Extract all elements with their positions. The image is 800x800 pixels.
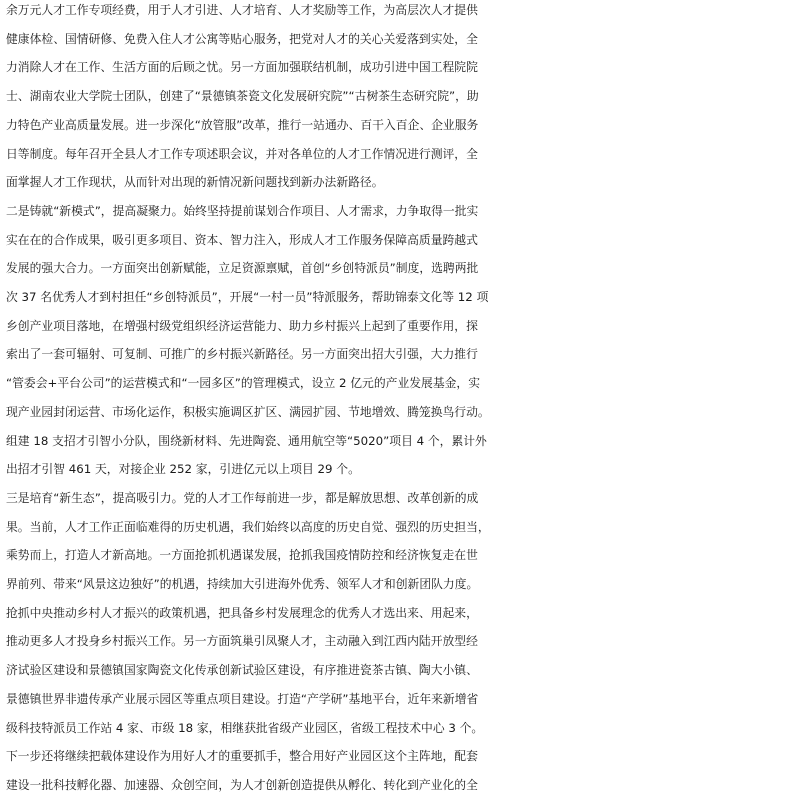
text-line: 日等制度。每年召开全县人才工作专项述职会议，并对各单位的人才工作情况进行测评，全 <box>6 146 478 161</box>
text-line: 余万元人才工作专项经费，用于人才引进、人才培育、人才奖励等工作，为高层次人才提供 <box>6 3 478 17</box>
text-line: 组建 18 支招才引智小分队，围绕新材料、先进陶瓷、通用航空等“5020”项目 4 个，累计外 <box>6 433 487 448</box>
text-line: “管委会+平台公司”的运营模式和“一园多区”的管理模式，设立 2 亿元的产业发展基金，实 <box>6 376 481 391</box>
text-line: 济试验区建设和景德镇国家陶瓷文化传承创新试验区建设，有序推进瓷茶古镇、陶大小镇、 <box>6 663 478 678</box>
text-line: 面掌握人才工作现状，从而针对出现的新情况新问题找到新办法新路径。 <box>6 175 384 190</box>
text-line: 士、湖南农业大学院士团队，创建了“景德镇茶瓷文化发展研究院”“古树茶生态研究院”，助 <box>6 89 479 104</box>
text-line: 健康体检、国情研修、免费入住人才公寓等贴心服务，把党对人才的关心关爱落到实处，全 <box>6 31 478 46</box>
paragraph-2-start: 二是铸就“新模式”，提高凝聚力。始终坚持提前谋划合作项目、人才需求，力争取得一批实 <box>6 203 479 218</box>
text-line: 出招才引智 461 天，对接企业 252 家，引进亿元以上项目 29 个。 <box>6 462 360 477</box>
text-line: 力消除人才在工作、生活方面的后顾之忧。另一方面加强联结机制，成功引进中国工程院院 <box>6 60 478 75</box>
text-line: 实在在的合作成果，吸引更多项目、资本、智力注入，形成人才工作服务保障高质量跨越式 <box>6 232 478 247</box>
paragraph-3-start: 三是培育“新生态”，提高吸引力。党的人才工作每前进一步，都是解放思想、改革创新的成 <box>6 490 479 505</box>
text-line: 次 37 名优秀人才到村担任“乡创特派员”，开展“一村一员”特派服务，帮助锦泰文化等 12 项 <box>6 290 489 305</box>
document-body <box>6 0 796 800</box>
text-line: 果。当前，人才工作正面临难得的历史机遇，我们始终以高度的历史自觉、强烈的历史担当， <box>6 519 490 534</box>
text-line: 索出了一套可辐射、可复制、可推广的乡村振兴新路径。另一方面突出招大引强，大力推行 <box>6 347 478 362</box>
text-line: 景德镇世界非遗传承产业展示园区等重点项目建设。打造“产学研”基地平台，近年来新增省 <box>6 691 479 706</box>
text-line: 乘势而上，打造人才新高地。一方面抢抓机遇谋发展，抢抓我国疫情防控和经济恢复走在世 <box>6 548 478 563</box>
text-line: 界前列、带来“风景这边独好”的机遇，持续加大引进海外优秀、领军人才和创新团队力度。 <box>6 577 479 592</box>
text-line: 级科技特派员工作站 4 家、市级 18 家，相继获批省级产业园区，省级工程技术中心 3 个。 <box>6 720 484 735</box>
text-line: 抢抓中央推动乡村人才振兴的政策机遇，把具备乡村发展理念的优秀人才选出来、用起来， <box>6 605 478 620</box>
text-line: 现产业园封闭运营、市场化运作，积极实施调区扩区、满园扩园、节地增效、腾笼换鸟行动。 <box>6 404 490 419</box>
text-line: 下一步还将继续把载体建设作为用好人才的重要抓手，整合用好产业园区这个主阵地，配套 <box>6 749 478 764</box>
text-line: 乡创产业项目落地，在增强村级党组织经济运营能力、助力乡村振兴上起到了重要作用，探 <box>6 318 478 333</box>
text-line: 推动更多人才投身乡村振兴工作。另一方面筑巢引凤聚人才，主动融入到江西内陆开放型经 <box>6 634 478 649</box>
text-line: 力特色产业高质量发展。进一步深化“放管服”改革，推行一站通办、百干入百企、企业服务 <box>6 117 479 132</box>
text-line: 发展的强大合力。一方面突出创新赋能，立足资源禀赋，首创“乡创特派员”制度，选聘两批 <box>6 261 479 276</box>
text-line: 建设一批科技孵化器、加速器、众创空间，为人才创新创造提供从孵化、转化到产业化的全 <box>6 777 478 792</box>
